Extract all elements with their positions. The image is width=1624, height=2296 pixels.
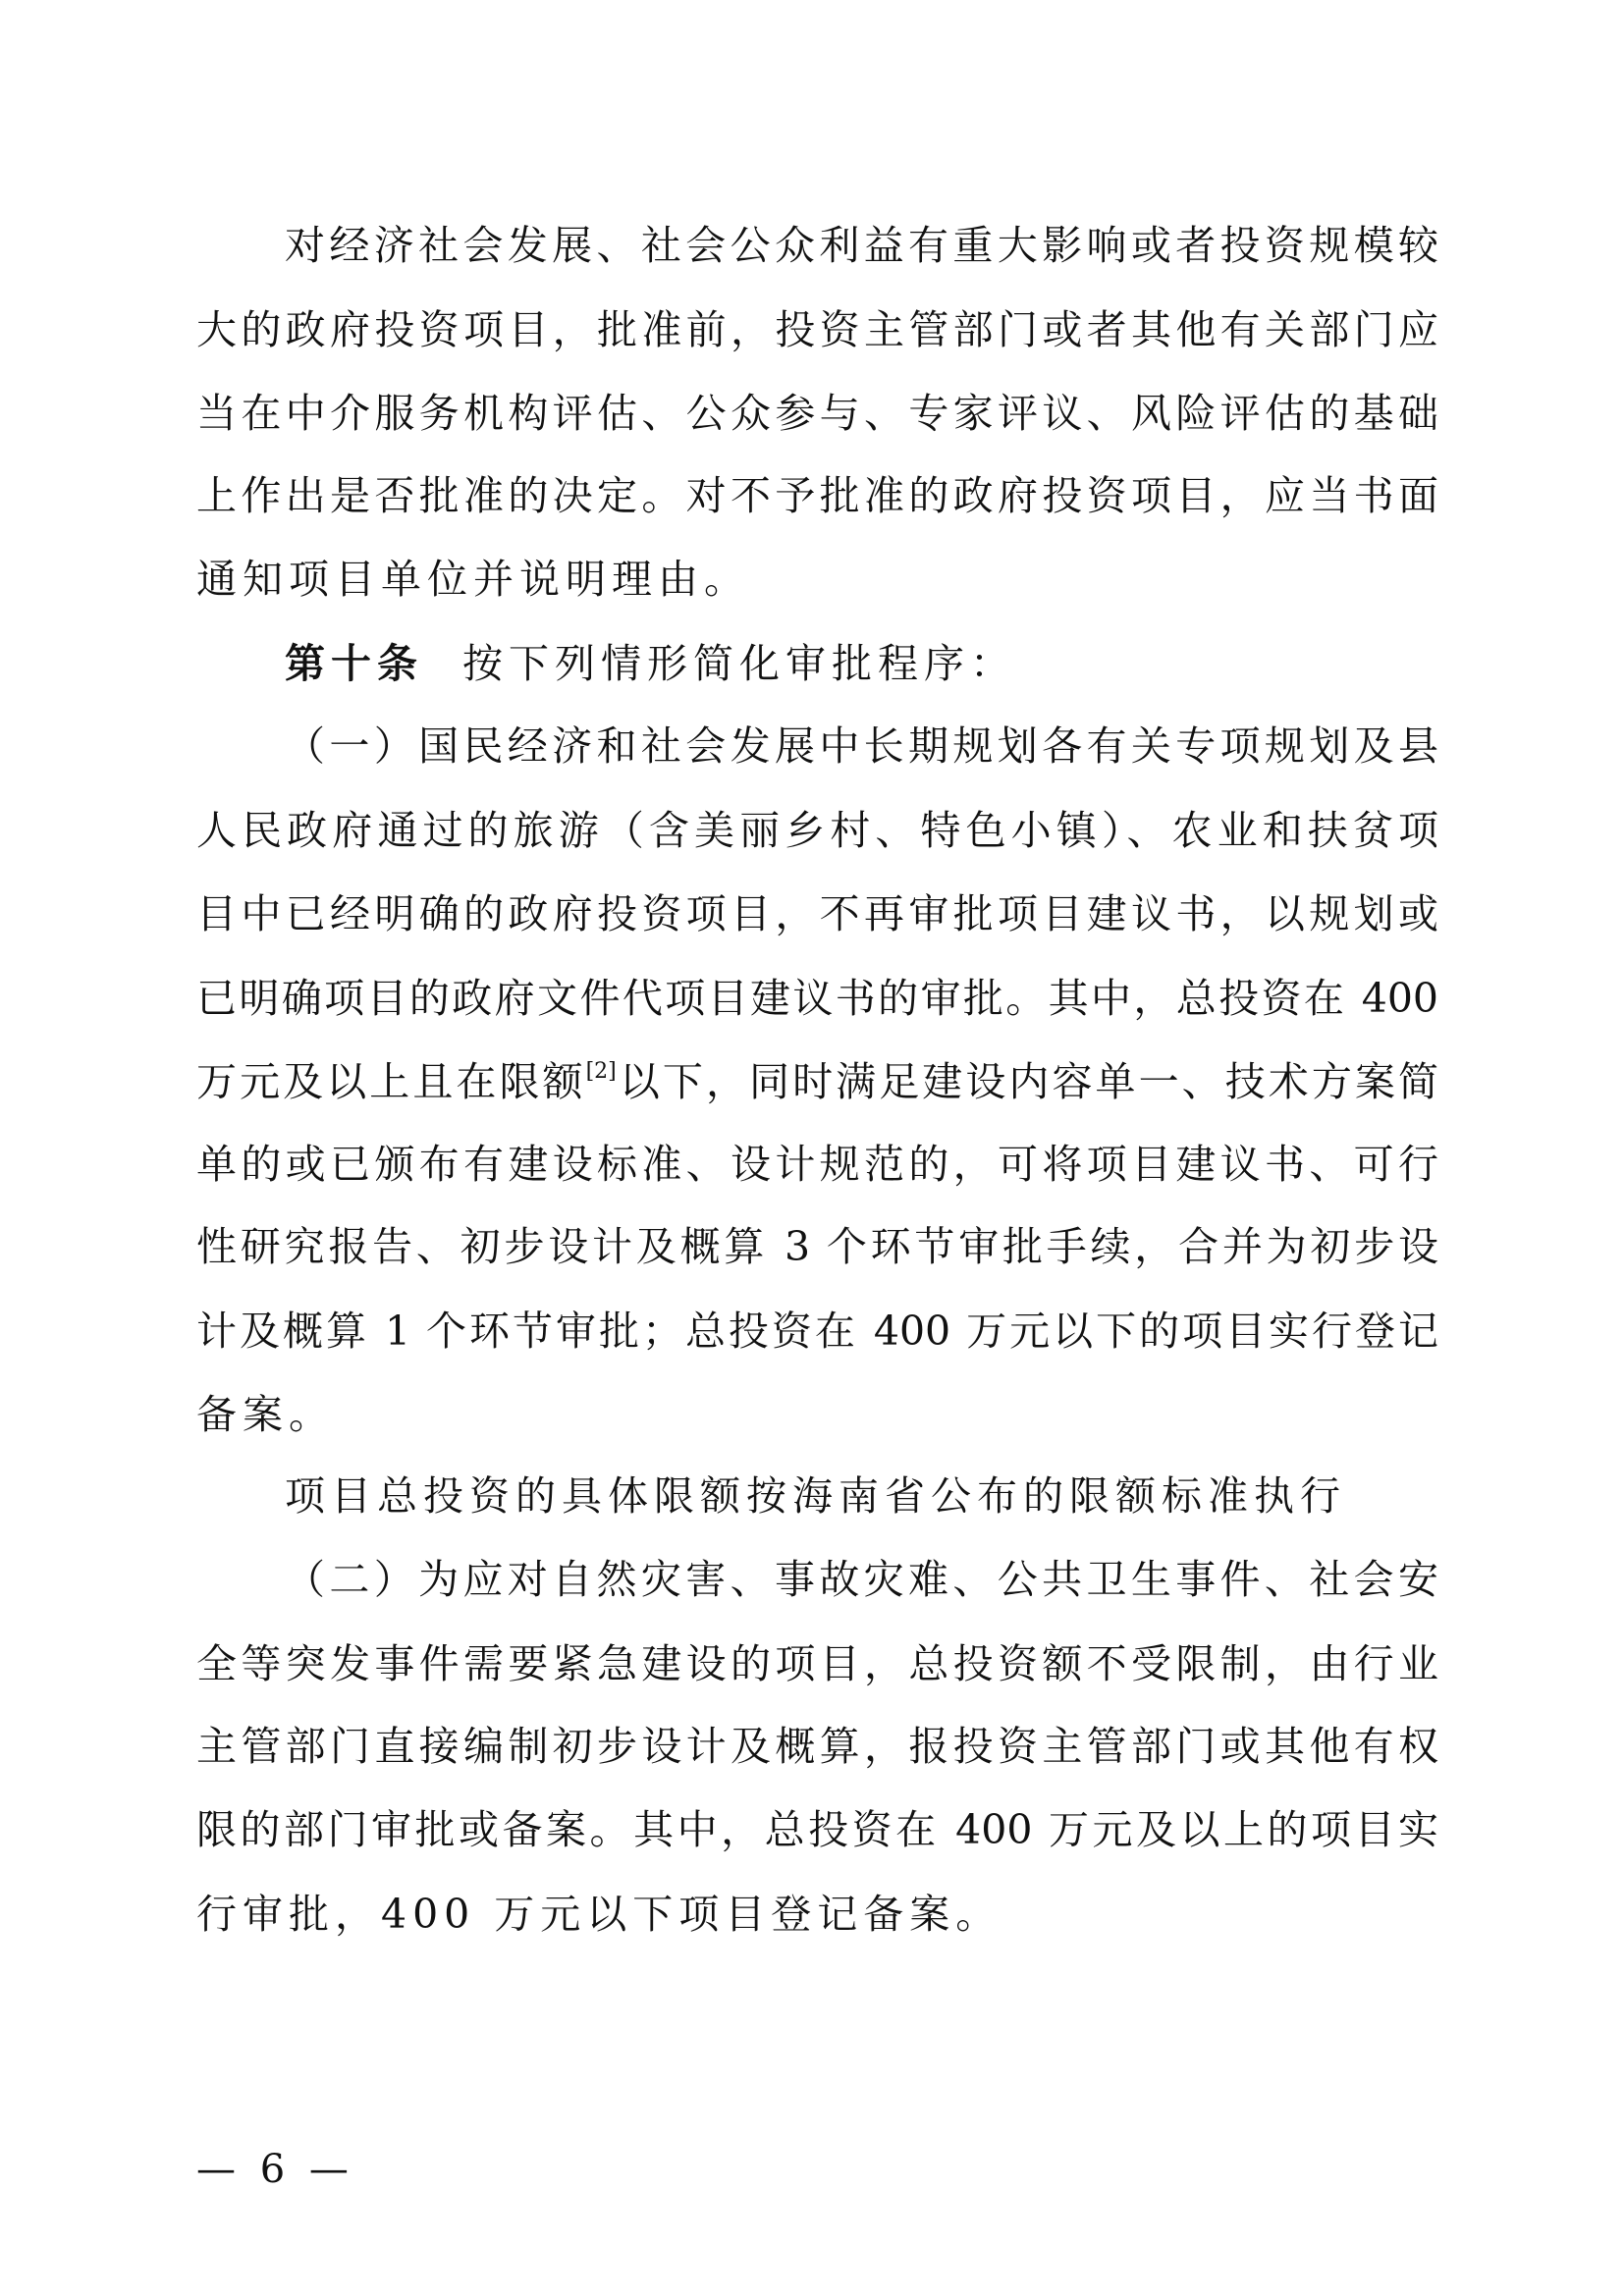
article-number: 第十条 bbox=[285, 640, 423, 687]
text-line: （一）国民经济和社会发展中长期规划各有关专项规划及县 bbox=[285, 722, 1438, 770]
text-line: 主管部门直接编制初步设计及概算，报投资主管部门或其他有权 bbox=[196, 1723, 1438, 1770]
text-line: 当在中介服务机构评估、公众参与、专家评议、风险评估的基础 bbox=[196, 390, 1438, 437]
text-line: 计及概算 1 个环节审批；总投资在 400 万元以下的项目实行登记 bbox=[196, 1308, 1438, 1355]
text-line: 已明确项目的政府文件代项目建议书的审批。其中，总投资在 400 bbox=[196, 975, 1438, 1022]
text-line: 对经济社会发展、社会公众利益有重大影响或者投资规模较 bbox=[285, 222, 1438, 269]
text-line: 限的部门审批或备案。其中，总投资在 400 万元及以上的项目实 bbox=[196, 1806, 1438, 1853]
text-line: （二）为应对自然灾害、事故灾难、公共卫生事件、社会安 bbox=[285, 1556, 1438, 1603]
footnote-reference[interactable]: [2] bbox=[585, 1059, 617, 1084]
text-segment: 以下，同时满足建设内容单一、技术方案简 bbox=[616, 1058, 1439, 1105]
text-line: 备案。 bbox=[196, 1391, 335, 1438]
text-line: 人民政府通过的旅游（含美丽乡村、特色小镇）、农业和扶贫项 bbox=[196, 807, 1438, 854]
text-line: 上作出是否批准的决定。对不予批准的政府投资项目，应当书面 bbox=[196, 472, 1438, 519]
text-segment: 万元及以上且在限额 bbox=[196, 1058, 586, 1105]
text-line: 通知项目单位并说明理由。 bbox=[196, 556, 750, 603]
article-text: 按下列情形简化审批程序： bbox=[462, 640, 1016, 687]
article-heading bbox=[285, 639, 1438, 688]
text-line bbox=[196, 1057, 1438, 1106]
text-line: 全等突发事件需要紧急建设的项目，总投资额不受限制，由行业 bbox=[196, 1640, 1438, 1687]
text-line: 性研究报告、初步设计及概算 3 个环节审批手续，合并为初步设 bbox=[196, 1223, 1438, 1270]
text-line: 目中已经明确的政府投资项目，不再审批项目建议书，以规划或 bbox=[196, 890, 1438, 937]
text-line: 行审批，400 万元以下项目登记备案。 bbox=[196, 1891, 1002, 1938]
text-line: 大的政府投资项目，批准前，投资主管部门或者其他有关部门应 bbox=[196, 306, 1438, 353]
text-line: 单的或已颁布有建设标准、设计规范的，可将项目建议书、可行 bbox=[196, 1141, 1438, 1188]
note-line: 项目总投资的具体限额按海南省公布的限额标准执行 bbox=[285, 1472, 1346, 1520]
page-number: — 6 — bbox=[196, 2147, 354, 2192]
